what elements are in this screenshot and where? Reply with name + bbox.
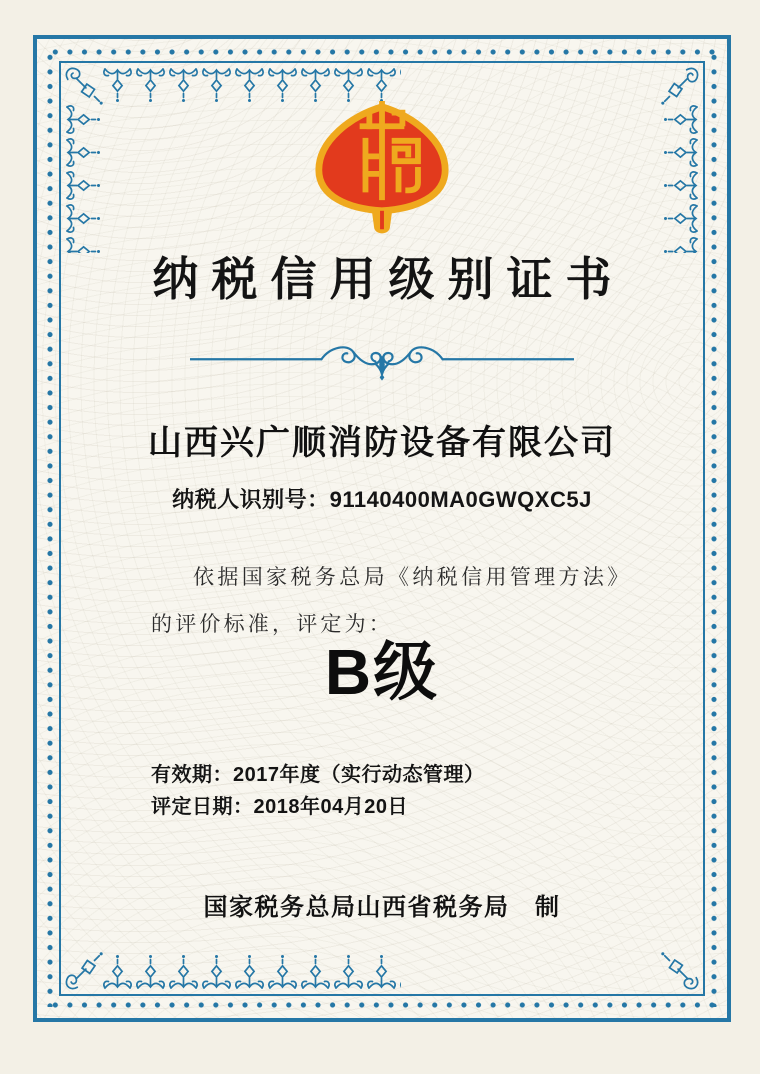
dot-border-bottom [48, 1002, 716, 1008]
certificate-content [63, 65, 701, 992]
assessment-date: 评定日期：2018年04月20日 [151, 796, 408, 819]
certificate-border [33, 35, 731, 1022]
taxpayer-id: 纳税人识别号：91140400MA0GWQXC5J [172, 487, 592, 512]
credit-rating: B级 [324, 636, 440, 708]
issuing-authority: 国家税务总局山西省税务局 制 [203, 894, 561, 921]
flourish-divider-icon [190, 337, 574, 383]
validity-period: 有效期：2017年度（实行动态管理） [151, 764, 485, 786]
certificate-title: 纳税信用级别证书 [152, 254, 625, 305]
company-name: 山西兴广顺消防设备有限公司 [148, 424, 616, 462]
dot-border-right [711, 50, 717, 1007]
tax-emblem-icon [309, 100, 455, 238]
dot-border-top [48, 49, 716, 55]
inner-frame [59, 61, 705, 996]
validity-block [151, 759, 485, 824]
dot-border-left [47, 50, 53, 1007]
evaluation-statement: 依据国家税务总局《纳税信用管理方法》的评价标准，评定为： [151, 566, 621, 637]
